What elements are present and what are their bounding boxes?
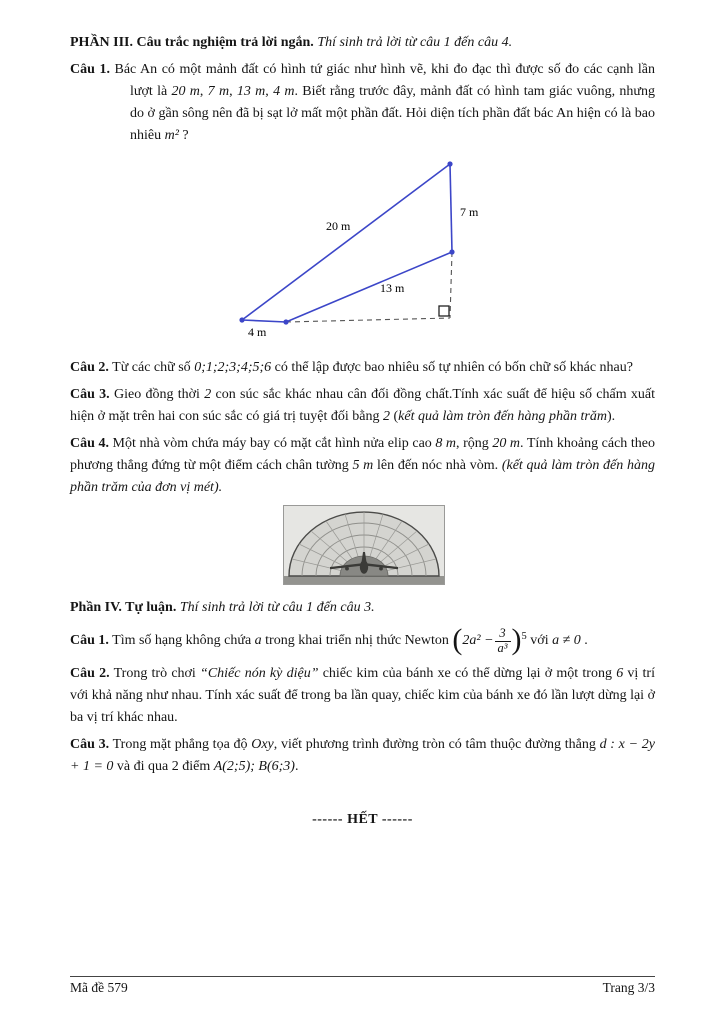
math-inline: 2 bbox=[382, 409, 390, 424]
part3-header bbox=[70, 32, 655, 54]
vertex-dot bbox=[447, 161, 452, 166]
math-inline: d : x − 2y + 1 = 0 bbox=[70, 737, 655, 775]
question-text: . bbox=[294, 759, 299, 775]
side-7m-line bbox=[450, 164, 452, 252]
question-text: lên đến nóc nhà vòm. bbox=[373, 458, 502, 473]
part4-header-title: Phần IV. Tự luận. bbox=[70, 600, 177, 615]
ground bbox=[284, 576, 444, 584]
exam-code: Mã đề 579 bbox=[70, 980, 128, 995]
label-4m: 4 m bbox=[248, 325, 267, 339]
vertex-dot bbox=[283, 319, 288, 324]
label-13m: 13 m bbox=[380, 281, 405, 295]
question-text: Gieo đồng thời bbox=[109, 387, 205, 402]
question-number: Câu 3. bbox=[70, 737, 110, 753]
part3-header-instruction: Thí sinh trả lời từ câu 1 đến câu 4. bbox=[313, 35, 513, 50]
question-number: Câu 1. bbox=[70, 633, 109, 649]
question-text: ? bbox=[178, 128, 189, 143]
question-text: vị trí với khả năng như nhau. Tính xác suất để trong ba lần quay, chiếc kim của bánh xe đó lần lượt dừng lại ở ba vị trí khác nhau. bbox=[70, 666, 655, 726]
vertex-dot bbox=[449, 249, 454, 254]
formula-body: 2a² − bbox=[462, 633, 494, 648]
math-inline: 4 m bbox=[273, 84, 295, 99]
math-inline: a bbox=[254, 633, 262, 649]
part4-question-1 bbox=[70, 624, 655, 658]
land-plot-figure bbox=[220, 152, 655, 349]
rounding-note: kết quả làm tròn đến hàng phần trăm bbox=[398, 409, 607, 424]
question-text: Một nhà vòm chứa máy bay có mặt cắt hình nửa elip cao bbox=[108, 436, 436, 451]
question-text: , bbox=[199, 84, 208, 99]
dashed-vertical-line bbox=[450, 252, 452, 318]
vertex-dot bbox=[239, 317, 244, 322]
question-text: Trong mặt phẳng tọa độ bbox=[109, 737, 252, 753]
question-text: , rộng bbox=[456, 436, 493, 451]
question-text: có thể lập được bao nhiêu số tự nhiên có bốn chữ số khác nhau? bbox=[271, 360, 633, 375]
label-20m: 20 m bbox=[326, 219, 351, 233]
question-text: và đi qua 2 điểm bbox=[113, 759, 214, 775]
dashed-base-line bbox=[286, 318, 450, 322]
page-number: Trang 3/3 bbox=[602, 980, 655, 995]
side-13m-line bbox=[286, 252, 452, 322]
math-inline: 13 m bbox=[236, 84, 266, 99]
math-inline: 2 bbox=[204, 387, 212, 402]
question-text: . Biết rằng trước đây, mảnh đất có hình tam giác vuông, nhưng do ở gần sông nên đã bị sạt lở mất một phần đất. Hỏi diện tích phần đất bác An hiện có là bao nhiêu bbox=[130, 84, 655, 143]
question-text: trong khai triển nhị thức Newton bbox=[261, 633, 453, 649]
math-inline: Oxy bbox=[251, 737, 274, 753]
part3-question-2 bbox=[70, 357, 655, 379]
question-text: ). bbox=[606, 409, 616, 424]
fraction-numerator: 3 bbox=[495, 627, 511, 642]
math-inline: A(2;5); B(6;3) bbox=[213, 759, 295, 775]
question-number: Câu 4. bbox=[70, 436, 109, 451]
question-text: , bbox=[229, 84, 237, 99]
question-text: , viết phương trình đường tròn có tâm thuộc đường thẳng bbox=[273, 737, 600, 753]
part4-question-2 bbox=[70, 663, 655, 729]
part3-question-4 bbox=[70, 433, 655, 499]
math-inline: 6 bbox=[616, 666, 624, 682]
math-inline: 8 m bbox=[435, 436, 457, 451]
math-inline: 0;1;2;3;4;5;6 bbox=[194, 360, 272, 375]
math-inline: 20 m bbox=[171, 84, 200, 99]
part4-header bbox=[70, 597, 655, 619]
hangar-svg bbox=[283, 505, 445, 585]
part4-question-3 bbox=[70, 734, 655, 778]
question-text: . Tính khoảng cách theo phương thẳng đứng từ một điểm cách chân tường bbox=[70, 436, 655, 473]
part3-question-1 bbox=[70, 59, 655, 147]
question-number: Câu 1. bbox=[70, 62, 110, 77]
question-text: con súc sắc khác nhau cân đối đồng chất.Tính xác suất để hiệu số chấm xuất hiện ở mặt trên hai con súc sắc có giá trị tuyệt đối bằng bbox=[70, 387, 655, 424]
question-number: Câu 2. bbox=[70, 360, 109, 375]
fraction bbox=[495, 627, 511, 656]
land-plot-svg bbox=[220, 152, 520, 344]
math-inline: m² bbox=[164, 128, 179, 143]
question-text: Bác An có một mảnh đất có hình tứ giác như hình vẽ, khi đo đạc thì được số đo các cạnh lần lượt là bbox=[109, 62, 655, 99]
question-text: chiếc kim của bánh xe có thể dừng lại ở một trong bbox=[318, 666, 617, 682]
question-text: ( bbox=[389, 409, 399, 424]
question-number: Câu 2. bbox=[70, 666, 110, 682]
math-inline: a ≠ 0 bbox=[552, 633, 581, 649]
question-text: . bbox=[580, 633, 588, 649]
fraction-denominator: a³ bbox=[497, 640, 508, 655]
part4-header-instruction: Thí sinh trả lời từ câu 1 đến câu 3. bbox=[176, 600, 375, 615]
end-marker: ------ HẾT ------ bbox=[312, 812, 413, 828]
side-4m-line bbox=[242, 320, 286, 322]
newton-binomial-formula bbox=[452, 624, 526, 658]
math-inline: 20 m bbox=[492, 436, 521, 451]
rounding-note: (kết quả làm tròn đến hàng phần trăm của đơn vị mét). bbox=[70, 458, 655, 495]
question-text: Tìm số hạng không chứa bbox=[108, 633, 255, 649]
question-number: Câu 3. bbox=[70, 387, 110, 402]
question-text: Trong trò chơi bbox=[109, 666, 201, 682]
open-paren: ( bbox=[452, 623, 463, 656]
question-text: Từ các chữ số bbox=[108, 360, 195, 375]
game-name: “Chiếc nón kỳ diệu” bbox=[200, 666, 319, 682]
part3-question-3 bbox=[70, 384, 655, 428]
formula-exponent: 5 bbox=[521, 631, 527, 642]
right-angle-mark bbox=[439, 306, 449, 316]
part3-header-title: PHẦN III. Câu trắc nghiệm trả lời ngắn. bbox=[70, 35, 314, 50]
question-text: với bbox=[526, 633, 553, 649]
close-paren: ) bbox=[511, 623, 522, 656]
question-text: , bbox=[265, 84, 274, 99]
math-inline: 5 m bbox=[352, 458, 374, 473]
math-inline: 7 m bbox=[207, 84, 230, 99]
label-7m: 7 m bbox=[460, 205, 479, 219]
page-footer bbox=[70, 976, 655, 996]
hangar-photo bbox=[283, 505, 443, 585]
